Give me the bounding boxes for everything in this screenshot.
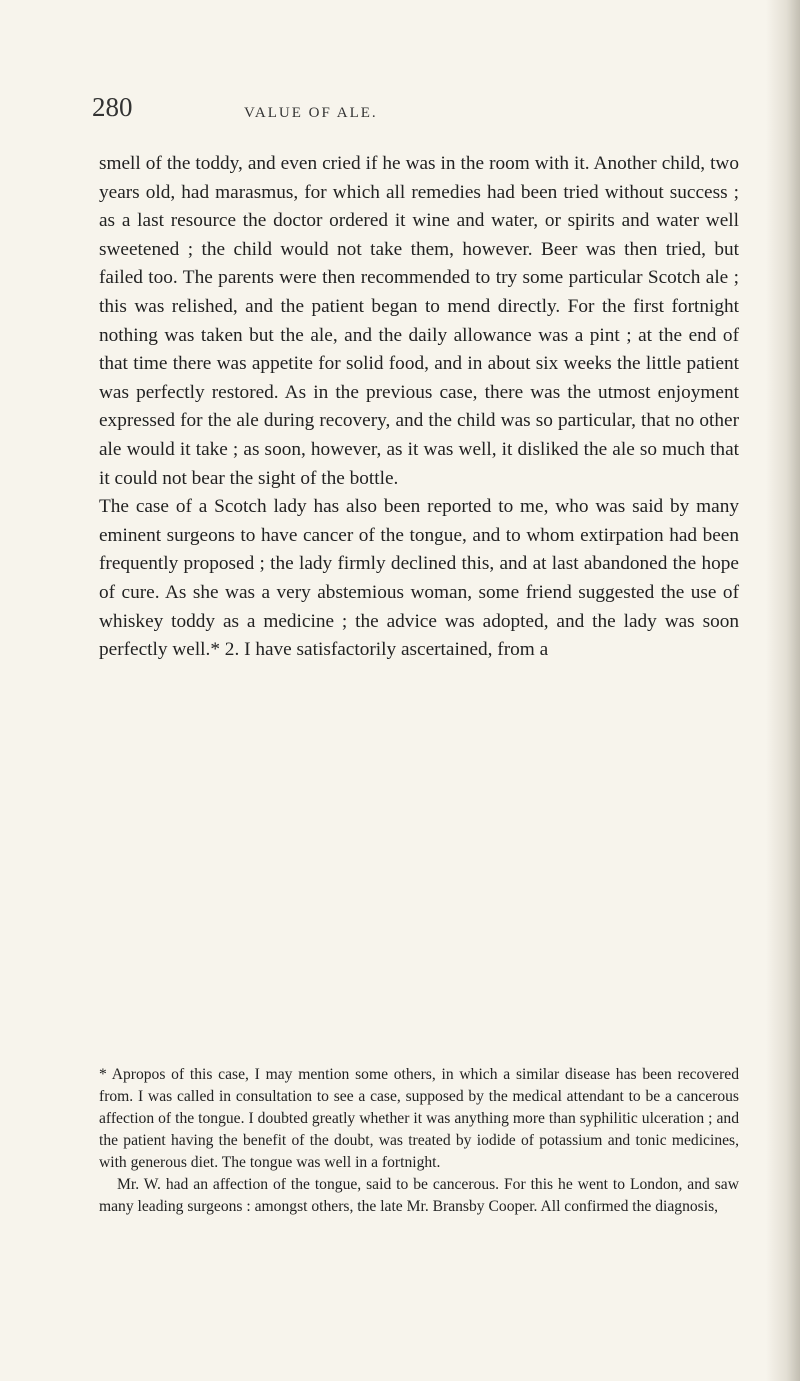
footnotes <box>99 1064 739 1218</box>
page-number: 280 <box>92 92 133 122</box>
body-paragraph: The case of a Scotch lady has also been reported to me, who was said by many eminent surgeons to have cancer of the tongue, and to whom extirpation had been frequently proposed ; the lady firmly declined this, and at last abandoned the hope of cure. As she was a very abstemious woman, some friend suggested the use of whiskey toddy as a medicine ; the advice was adopted, and the lady was soon perfectly well.* 2. I have satisfactorily ascertained, from a <box>99 496 739 661</box>
running-head: VALUE OF ALE. <box>244 105 378 121</box>
body-text <box>99 150 739 665</box>
footnote: * Apropos of this case, I may mention some others, in which a similar disease has been recovered from. I was called in consultation to see a case, supposed by the medical attendant to be a cancerous affection of the tongue. I doubted greatly whether it was anything more than syphilitic ulceration ; and the patient having the benefit of the doubt, was treated by iodide of potassium and tonic medicines, with generous diet. The tongue was well in a fortnight. <box>99 1066 739 1171</box>
body-paragraph: smell of the toddy, and even cried if he was in the room with it. Another child, two years old, had marasmus, for which all remedies had been tried without success ; as a last resource the doctor ordered it wine and water, or spirits and water well sweetened ; the child would not take them, however. Beer was then tried, but failed too. The parents were then recommended to try some particular Scotch ale ; this was relished, and the patient began to mend directly. For the first fortnight nothing was taken but the ale, and the daily allowance was a pint ; at the end of that time there was appetite for solid food, and in about six weeks the little patient was perfectly restored. As in the previous case, there was the utmost enjoyment expressed for the ale during recovery, and the child was so particular, that no other ale would it take ; as soon, however, as it was well, it disliked the ale so much that it could not bear the sight of the bottle. <box>99 153 739 489</box>
page-edge-shadow <box>766 0 800 1381</box>
footnote: Mr. W. had an affection of the tongue, said to be cancerous. For this he went to London, and saw many leading surgeons : amongst others, the late Mr. Bransby Cooper. All confirmed the diagnosis, <box>99 1176 739 1215</box>
page-header <box>92 92 732 136</box>
